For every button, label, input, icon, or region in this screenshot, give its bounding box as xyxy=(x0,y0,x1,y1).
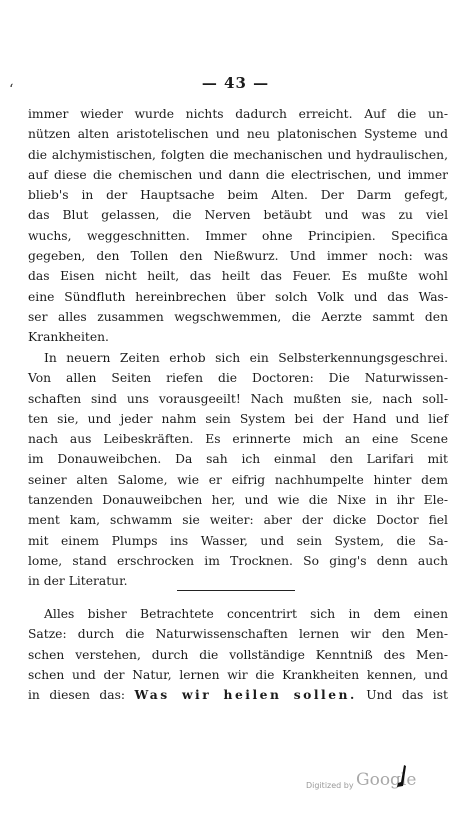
text-line: tanzenden Donauweibchen her, und wie die Nixe in ihr Ele- xyxy=(28,493,448,508)
text-line: nützen alten aristotelischen und neu platonischen Systeme und xyxy=(28,127,448,142)
text-line: Krankheiten. xyxy=(28,330,109,345)
text-line: In neuern Zeiten erhob sich ein Selbsterkennungsgeschrei. xyxy=(44,351,448,365)
text-line: ment kam, schwamm sie weiter: aber der dicke Doctor fiel xyxy=(28,513,448,528)
text-line: schen und der Natur, lernen wir die Krankheiten kennen, und xyxy=(28,667,448,682)
paragraph-2 xyxy=(28,348,448,592)
text-line: lome, stand erschrocken im Trocknen. So ging's denn auch xyxy=(28,553,448,568)
paragraph-3 xyxy=(28,604,448,705)
text-line: Satze: durch die Naturwissenschaften lernen wir den Men- xyxy=(28,627,448,642)
text-line: immer wieder wurde nichts dadurch erreicht. Auf die un- xyxy=(28,107,448,121)
paragraph-1 xyxy=(28,104,448,348)
text-line: gegeben, den Tollen den Nießwurz. Und immer noch: was xyxy=(28,249,448,264)
text-line: auf diese die chemischen und dann die electrischen, und immer xyxy=(28,167,448,182)
text-line: Von allen Seiten riefen die Doctoren: Die Naturwissen- xyxy=(28,371,448,386)
text-line: in der Literatur. xyxy=(28,574,128,589)
section-divider xyxy=(177,590,295,591)
emphasized-phrase: Was wir heilen sollen. xyxy=(134,687,357,703)
text-line: nach aus Leibeskräften. Es erinnerte mich an eine Scene xyxy=(28,432,448,447)
text-line: seiner alten Salome, wie er eifrig nachhumpelte hinter dem xyxy=(28,472,448,487)
text-line-with-emphasis xyxy=(28,685,448,705)
text-line: das Blut gelassen, die Nerven betäubt und was zu viel xyxy=(28,208,448,223)
text-line: ser alles zusammen wegschwemmen, die Aerzte sammt den xyxy=(28,309,448,324)
text-line: schaften sind uns vorausgeeilt! Nach mußten sie, nach soll- xyxy=(28,391,448,406)
digitized-by-label: Digitized by xyxy=(306,781,354,790)
margin-mark: ‘ xyxy=(9,82,14,98)
text-line: mit einem Plumps ins Wasser, und sein System, die Sa- xyxy=(28,533,448,548)
text-line: im Donauweibchen. Da sah ich einmal den Larifari mit xyxy=(28,452,448,467)
google-watermark: Google xyxy=(356,770,417,790)
text-line: die alchymistischen, folgten die mechanischen und hydraulischen, xyxy=(28,147,448,162)
text-line: blieb's in der Hauptsache beim Alten. Der Darm gefegt, xyxy=(28,188,448,203)
text-line: ten sie, und jeder nahm sein System bei der Hand und lief xyxy=(28,411,448,426)
text-line: schen verstehen, durch die vollständige Kenntniß des Men- xyxy=(28,647,448,662)
page-number: — 43 — xyxy=(201,74,270,92)
ink-mark-icon xyxy=(395,764,407,788)
text-segment: in diesen das: xyxy=(28,688,135,703)
text-line: eine Sündfluth hereinbrechen über solch Volk und das Was- xyxy=(28,289,448,304)
text-line: das Eisen nicht heilt, das heilt das Feuer. Es mußte wohl xyxy=(28,269,448,284)
text-line: wuchs, weggeschnitten. Immer ohne Principien. Specifica xyxy=(28,228,448,243)
text-line: Alles bisher Betrachtete concentrirt sich in dem einen xyxy=(44,607,448,621)
text-segment: Und das ist xyxy=(356,688,448,703)
